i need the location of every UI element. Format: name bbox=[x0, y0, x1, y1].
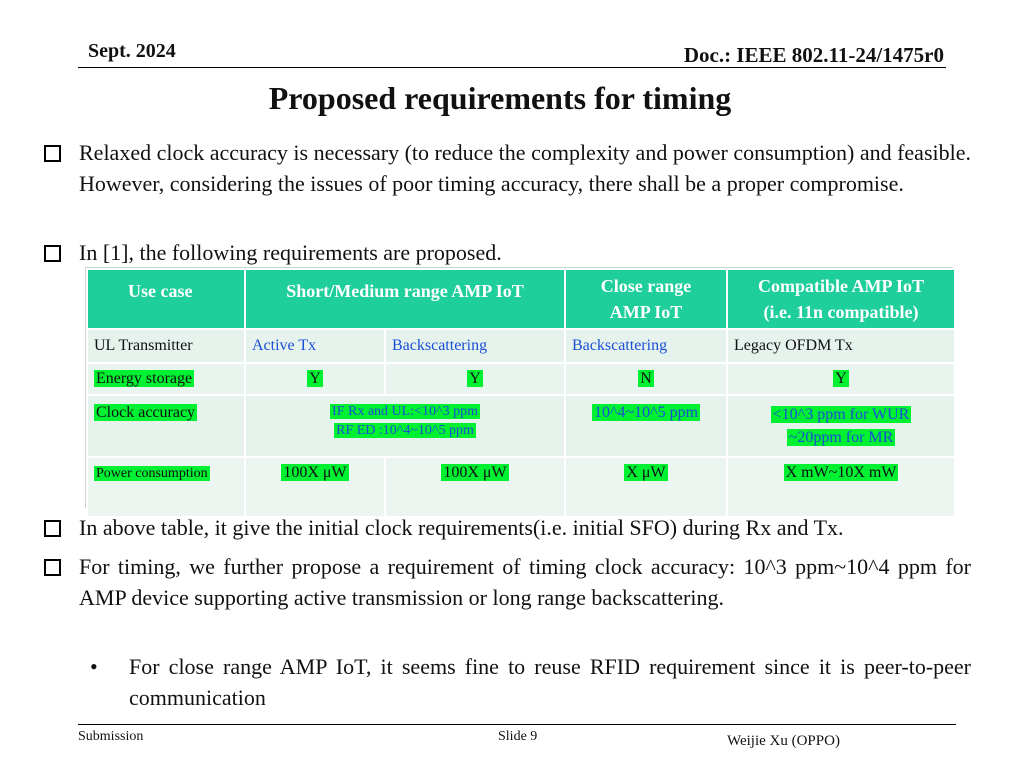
bullet-2-text: In [1], the following requirements are proposed. bbox=[79, 240, 502, 265]
clock-short-line2: RF ED :10^4~10^5 ppm bbox=[336, 423, 474, 438]
sub-bullet-1 bbox=[90, 651, 971, 713]
bullet-1 bbox=[44, 137, 971, 199]
header-divider bbox=[78, 67, 946, 68]
dot-bullet-icon: • bbox=[90, 654, 98, 679]
checkbox-bullet-icon bbox=[44, 559, 61, 576]
energy-label: Energy storage bbox=[96, 370, 193, 387]
bullet-4 bbox=[44, 551, 971, 613]
bullet-1-text: Relaxed clock accuracy is necessary (to reduce the complexity and power consumption) and feasible. However, considering the issues of poor timing accuracy, there shall be a proper compromise. bbox=[79, 140, 971, 196]
ul-compat: Legacy OFDM Tx bbox=[727, 329, 955, 363]
header-short-medium: Short/Medium range AMP IoT bbox=[245, 269, 565, 329]
header-close-line2: AMP IoT bbox=[609, 302, 683, 322]
checkbox-bullet-icon bbox=[44, 145, 61, 162]
power-backscatter: 100X μW bbox=[443, 464, 507, 481]
power-active: 100X μW bbox=[283, 464, 347, 481]
energy-close: N bbox=[640, 370, 652, 387]
bullet-3-text: In above table, it give the initial clock requirements(i.e. initial SFO) during Rx and Tx. bbox=[79, 515, 844, 540]
header-use-case: Use case bbox=[87, 269, 245, 329]
table-header-row bbox=[87, 269, 955, 329]
ul-close: Backscattering bbox=[565, 329, 727, 363]
energy-compat: Y bbox=[835, 370, 847, 387]
footer-author: Weijie Xu (OPPO) bbox=[727, 733, 840, 749]
requirements-table bbox=[85, 267, 953, 508]
clock-label: Clock accuracy bbox=[96, 404, 196, 421]
header-compat-line1: Compatible AMP IoT bbox=[757, 276, 924, 296]
power-label: Power consumption bbox=[96, 466, 208, 481]
table-row bbox=[87, 395, 955, 457]
ul-label: UL Transmitter bbox=[87, 329, 245, 363]
footer-slide-number: Slide 9 bbox=[498, 729, 538, 744]
clock-compat-line2: ~20ppm for MR bbox=[788, 429, 894, 446]
header-date: Sept. 2024 bbox=[88, 40, 176, 62]
clock-short-medium bbox=[245, 395, 565, 457]
footer-submission: Submission bbox=[78, 729, 144, 744]
table-row bbox=[87, 363, 955, 395]
table-row bbox=[87, 329, 955, 363]
energy-backscatter: Y bbox=[469, 370, 481, 387]
ul-active: Active Tx bbox=[245, 329, 385, 363]
bullet-3 bbox=[44, 512, 971, 543]
checkbox-bullet-icon bbox=[44, 520, 61, 537]
clock-compat bbox=[727, 395, 955, 457]
bullet-2 bbox=[44, 237, 971, 268]
slide-title: Proposed requirements for timing bbox=[268, 80, 732, 116]
header-compat-line2: (i.e. 11n compatible) bbox=[763, 302, 919, 322]
header-close-line1: Close range bbox=[600, 276, 692, 296]
sub-bullet-text: For close range AMP IoT, it seems fine to reuse RFID requirement since it is peer-to-peer communication bbox=[129, 654, 971, 710]
power-close: X μW bbox=[626, 464, 666, 481]
checkbox-bullet-icon bbox=[44, 245, 61, 262]
bullet-4-text: For timing, we further propose a requirement of timing clock accuracy: 10^3 ppm~10^4 ppm for AMP device supporting active transmission or long range backscattering. bbox=[79, 554, 971, 610]
power-compat: X mW~10X mW bbox=[785, 464, 897, 481]
header-doc-id: Doc.: IEEE 802.11-24/1475r0 bbox=[683, 43, 944, 67]
header-close-range bbox=[565, 269, 727, 329]
clock-compat-line1: <10^3 ppm for WUR bbox=[772, 406, 910, 423]
clock-short-line1: IF Rx and UL:<10^3 ppm bbox=[332, 404, 478, 419]
energy-active: Y bbox=[309, 370, 321, 387]
header-compatible bbox=[727, 269, 955, 329]
footer-divider bbox=[78, 724, 956, 725]
table-row bbox=[87, 457, 955, 517]
ul-backscatter: Backscattering bbox=[385, 329, 565, 363]
clock-close: 10^4~10^5 ppm bbox=[593, 404, 699, 421]
